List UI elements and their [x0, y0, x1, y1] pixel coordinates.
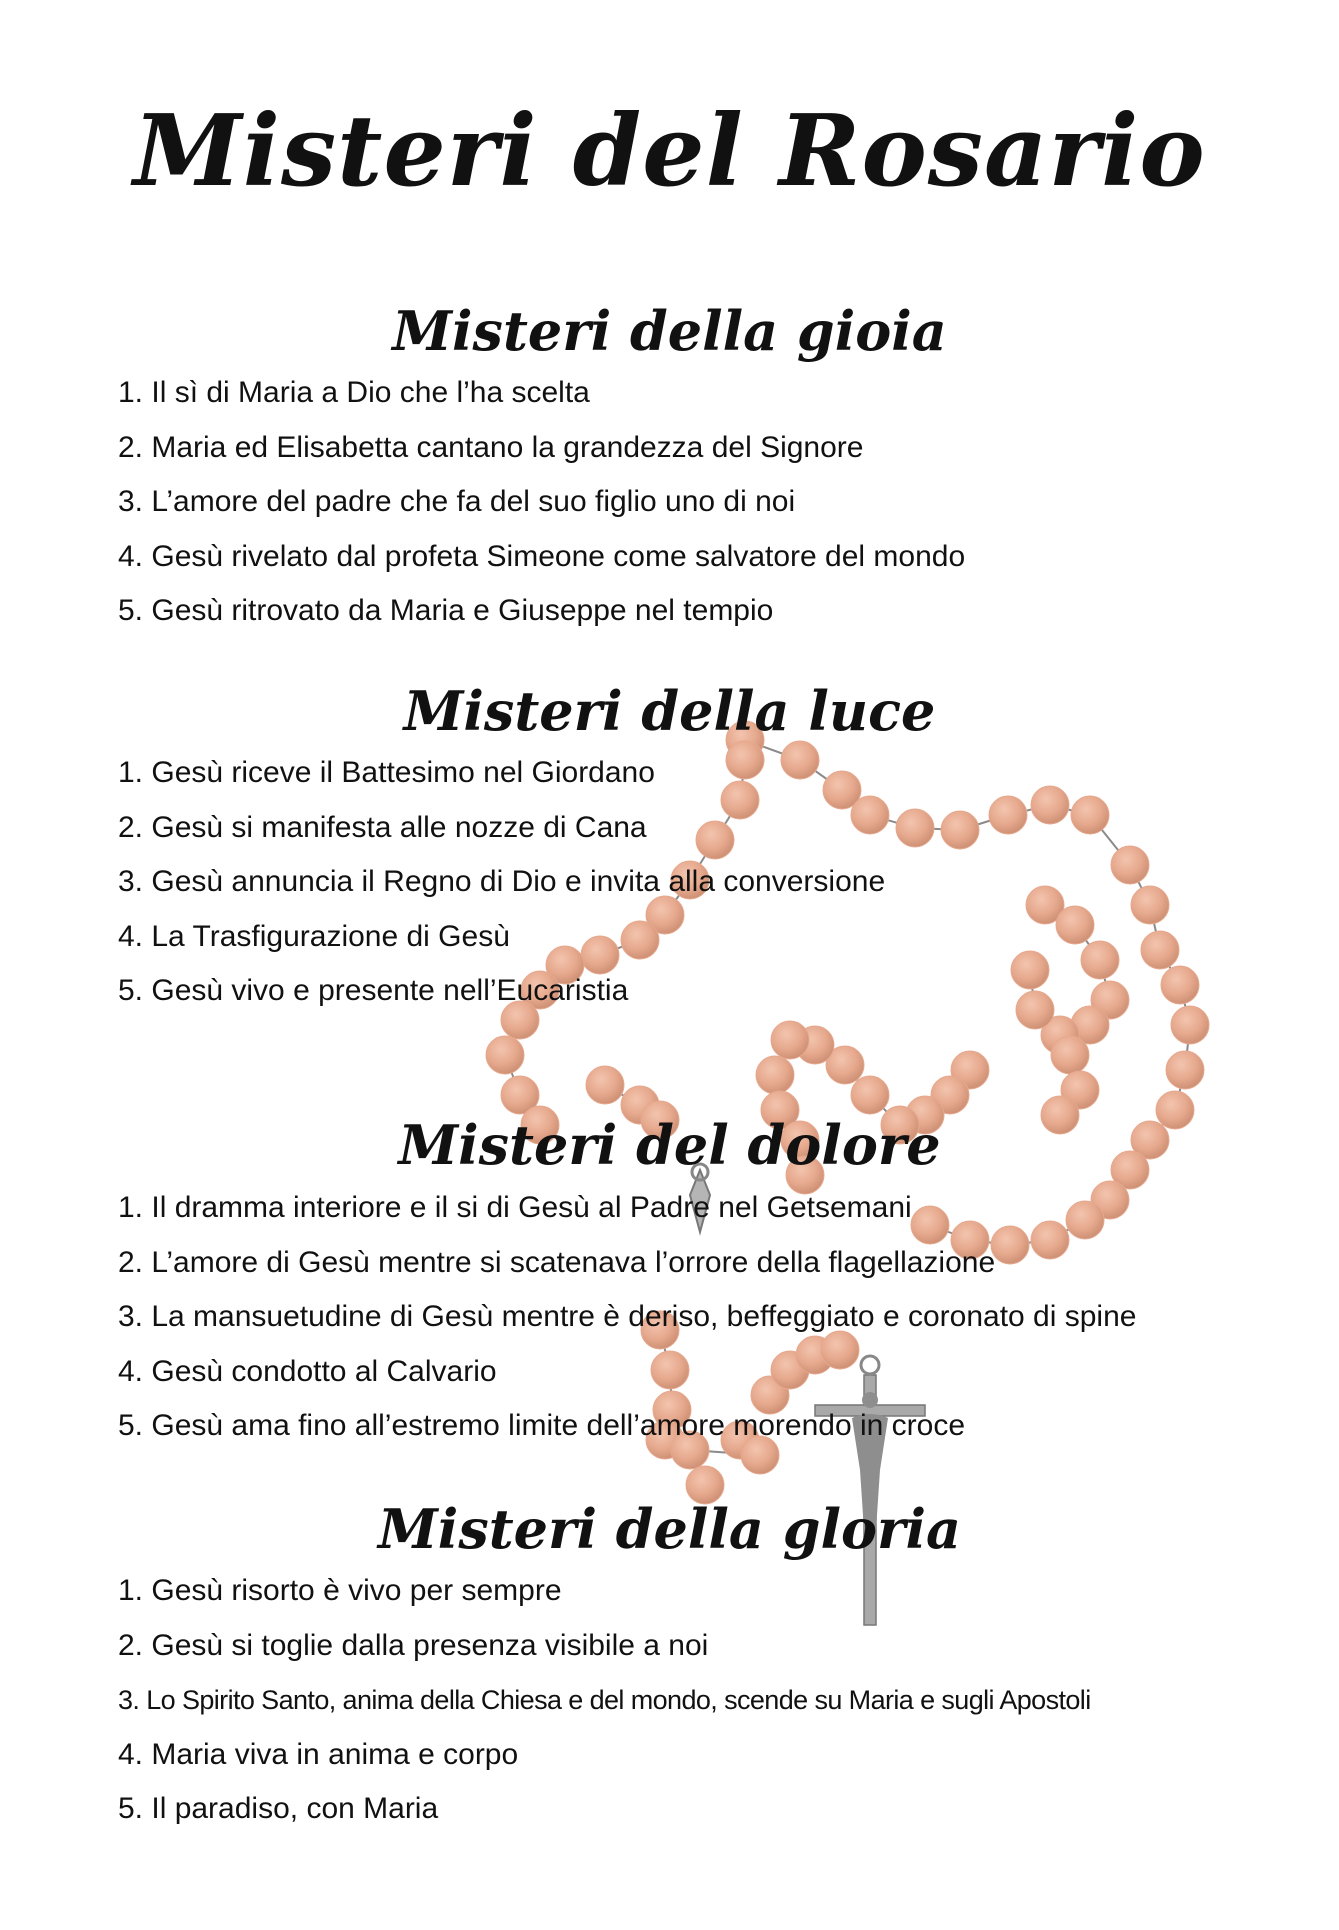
list-item: 1. Il sì di Maria a Dio che l’ha scelta — [118, 376, 590, 409]
list-item: 4. Gesù condotto al Calvario — [118, 1354, 497, 1388]
list-item: 4. Gesù rivelato dal profeta Simeone come salvatore del mondo — [118, 539, 966, 573]
list-dolore — [118, 1181, 1328, 1454]
list-item: 4. La Trasfigurazione di Gesù — [118, 919, 510, 953]
list-item: 2. Gesù si manifesta alle nozze di Cana — [118, 810, 647, 844]
list-gioia — [118, 366, 1328, 639]
list-item: 3. L’amore del padre che fa del suo figlio uno di noi — [118, 485, 796, 518]
list-item: 5. Gesù ama fino all’estremo limite dell’amore morendo in croce — [118, 1409, 966, 1442]
list-item: 2. Gesù si toglie dalla presenza visibile a noi — [118, 1628, 709, 1662]
section-title-gloria: Misteri della gloria — [378, 1497, 961, 1561]
list-item: 5. Il paradiso, con Maria — [118, 1792, 439, 1825]
list-luce — [118, 746, 1328, 1019]
section-title-gioia: Misteri della gioia — [392, 299, 947, 363]
list-item: 2. L’amore di Gesù mentre si scatenava l’orrore della flagellazione — [118, 1245, 996, 1279]
section-title-luce: Misteri della luce — [403, 679, 936, 743]
list-item: 5. Gesù ritrovato da Maria e Giuseppe nel tempio — [118, 594, 774, 627]
list-gloria — [118, 1564, 1328, 1837]
list-item: 3. Gesù annuncia il Regno di Dio e invita alla conversione — [118, 865, 886, 898]
list-item: 1. Gesù riceve il Battesimo nel Giordano — [118, 756, 655, 789]
list-item: 1. Gesù risorto è vivo per sempre — [118, 1574, 562, 1607]
section-title-dolore: Misteri del dolore — [398, 1113, 941, 1177]
list-item: 3. La mansuetudine di Gesù mentre è deriso, beffeggiato e coronato di spine — [118, 1300, 1137, 1333]
list-item: 2. Maria ed Elisabetta cantano la grandezza del Signore — [118, 430, 864, 464]
list-item: 1. Il dramma interiore e il si di Gesù al Padre nel Getsemani — [118, 1191, 912, 1224]
page-title: Misteri del Rosario — [133, 94, 1206, 209]
list-item: 3. Lo Spirito Santo, anima della Chiesa e del mondo, scende su Maria e sugli Apostoli — [118, 1685, 1091, 1715]
list-item: 5. Gesù vivo e presente nell’Eucaristia — [118, 974, 629, 1007]
list-item: 4. Maria viva in anima e corpo — [118, 1737, 519, 1771]
